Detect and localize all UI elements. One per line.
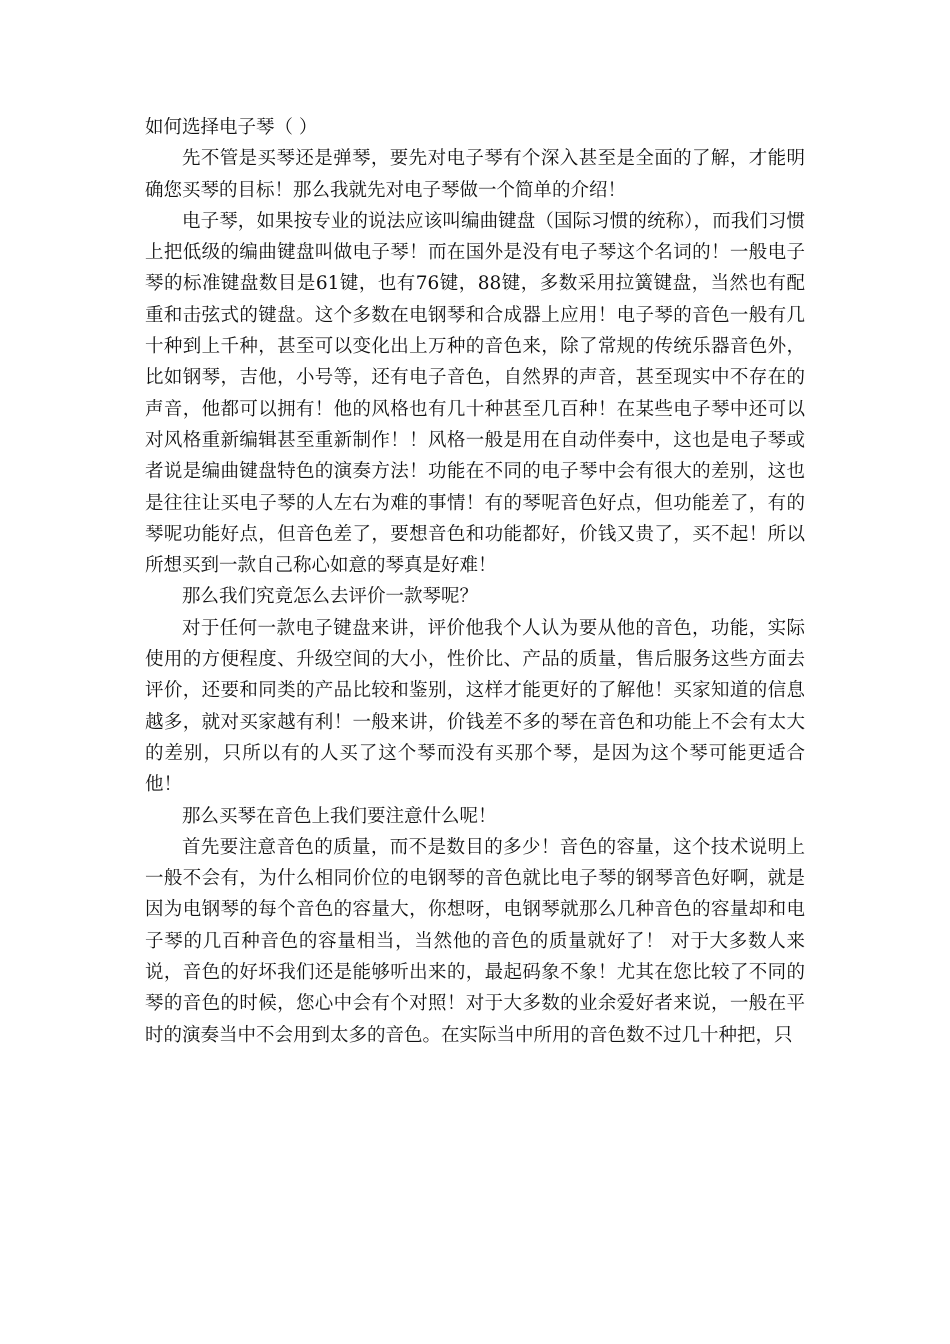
document-title: 如何选择电子琴（ ）: [145, 117, 318, 138]
paragraph-tone-quality: 首先要注意音色的质量，而不是数目的多少！音色的容量，这个技术说明上一般不会有，为什么相同价位的电钢琴的音色就比电子琴的钢琴音色好啊，就是因为电钢琴的每个音色的容量大，你想呀，电钢琴就那么几种音色的容量却和电子琴的几百种音色的容量相当，当然他的音色的质量就好了！ 对于大多数人来说，音色的好坏我们还是能够听出来的，最起码象不象！尤其在您比较了不同的琴的音色的时候，您心中会有个对照！对于大多数的业余爱好者来说，一般在平时的演奏当中不会用到太多的音色。在实际当中所用的音色数不过几十种把，只: [145, 836, 805, 1046]
paragraph-tone-question: 那么买琴在音色上我们要注意什么呢！: [182, 805, 497, 827]
paragraph-intro: 先不管是买琴还是弹琴，要先对电子琴有个深入甚至是全面的了解，才能明确您买琴的目标！那么我就先对电子琴做一个简单的介绍！: [145, 148, 805, 201]
paragraph-evaluation-question: 那么我们究竟怎么去评价一款琴呢？: [182, 586, 479, 608]
paragraph-evaluation-criteria: 对于任何一款电子键盘来讲，评价他我个人认为要从他的音色，功能，实际使用的方便程度、升级空间的大小，性价比、产品的质量，售后服务这些方面去评价，还要和同类的产品比较和鉴别，这样才能更好的了解他！买家知道的信息越多，就对买家越有利！一般来讲，价钱差不多的琴在音色和功能上不会有太大的差别，只所以有的人买了这个琴而没有买那个琴，是因为这个琴可能更适合他！: [145, 617, 805, 796]
document-body: [145, 112, 805, 1051]
paragraph-keyboard-overview: 电子琴，如果按专业的说法应该叫编曲键盘（国际习惯的统称），而我们习惯上把低级的编曲键盘叫做电子琴！而在国外是没有电子琴这个名词的！一般电子琴的标准键盘数目是61键，也有76键，88键，多数采用拉簧键盘，当然也有配重和击弦式的键盘。这个多数在电钢琴和合成器上应用！电子琴的音色一般有几十种到上千种，甚至可以变化出上万种的音色来，除了常规的传统乐器音色外，比如钢琴，吉他，小号等，还有电子音色，自然界的声音，甚至现实中不存在的声音，他都可以拥有！他的风格也有几十种甚至几百种！在某些电子琴中还可以对风格重新编辑甚至重新制作！！风格一般是用在自动伴奏中，这也是电子琴或者说是编曲键盘特色的演奏方法！功能在不同的电子琴中会有很大的差别，这也是往往让买电子琴的人左右为难的事情！有的琴呢音色好点，但功能差了，有的琴呢功能好点，但音色差了，要想音色和功能都好，价钱又贵了，买不起！所以所想买到一款自己称心如意的琴真是好难！: [145, 210, 805, 577]
